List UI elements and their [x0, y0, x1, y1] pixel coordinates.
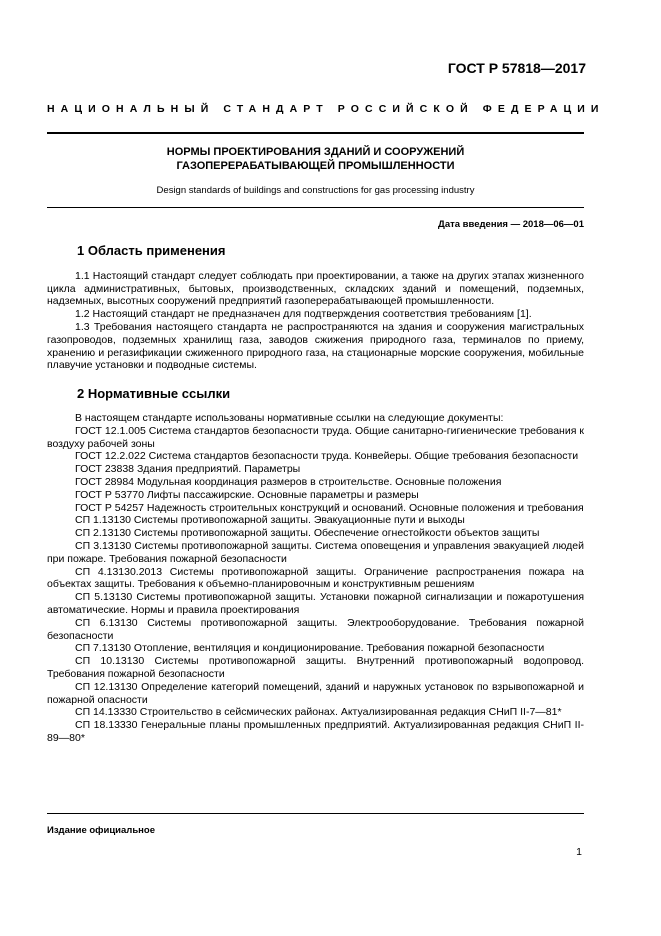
reference-item: СП 3.13130 Системы противопожарной защиты. Система оповещения и управления эвакуацией людей при пожаре. Требования пожарной безопасности — [47, 539, 584, 565]
title-line-1: НОРМЫ ПРОЕКТИРОВАНИЯ ЗДАНИЙ И СООРУЖЕНИЙ — [166, 146, 465, 158]
footer-divider — [47, 813, 584, 814]
section-1-heading: 1 Область применения — [77, 243, 226, 258]
document-number: ГОСТ Р 57818—2017 — [447, 60, 586, 76]
reference-item: СП 18.13330 Генеральные планы промышленных предприятий. Актуализированная редакция СНиП II-89—80* — [47, 719, 584, 744]
reference-item: СП 14.13330 Строительство в сейсмических районах. Актуализированная редакция СНиП II-7—81* — [75, 706, 562, 719]
title-line-2: ГАЗОПЕРЕРАБАТЫВАЮЩЕЙ ПРОМЫШЛЕННОСТИ — [176, 160, 455, 172]
reference-item: ГОСТ Р 54257 Надежность строительных конструкций и оснований. Основные положения и требования — [75, 501, 584, 514]
top-divider — [47, 132, 584, 134]
official-edition-label: Издание официальное — [47, 825, 155, 836]
title-divider — [47, 207, 584, 208]
national-standard-banner: НАЦИОНАЛЬНЫЙ СТАНДАРТ РОССИЙСКОЙ ФЕДЕРАЦИИ — [47, 103, 605, 115]
reference-item: СП 12.13130 Определение категорий помещений, зданий и наружных установок по взрывопожарной и пожарной опасности — [47, 680, 584, 706]
paragraph-1-1: 1.1 Настоящий стандарт следует соблюдать при проектировании, а также на других этапах жизненного цикла административных, бытовых, производственных, складских зданий и помещений, подземных, надземных, высотных сооружений предприятий газоперерабатывающей промышленности. — [47, 269, 584, 308]
reference-item: СП 4.13130.2013 Системы противопожарной защиты. Ограничение распространения пожара на объектах защиты. Требования к объемно-планировочным и конструктивным решениям — [47, 565, 584, 591]
reference-item: ГОСТ 23838 Здания предприятий. Параметры — [75, 463, 301, 476]
reference-item: СП 7.13130 Отопление, вентиляция и кондиционирование. Требования пожарной безопасности — [75, 642, 545, 655]
reference-item: ГОСТ Р 53770 Лифты пассажирские. Основные параметры и размеры — [75, 488, 419, 501]
reference-item: ГОСТ 12.1.005 Система стандартов безопасности труда. Общие санитарно-гигиенические требования к воздуху рабочей зоны — [47, 424, 584, 450]
reference-item: СП 6.13130 Системы противопожарной защиты. Электрооборудование. Требования пожарной безопасности — [47, 616, 584, 642]
reference-item: ГОСТ 12.2.022 Система стандартов безопасности труда. Конвейеры. Общие требования безопасности — [75, 450, 579, 463]
english-title: Design standards of buildings and constructions for gas processing industry — [156, 185, 475, 196]
paragraph-1-3: 1.3 Требования настоящего стандарта не распространяются на здания и сооружения магистральных газопроводов, подземных хранилищ газа, заводов сжижения природного газа, терминалов по приему, хранению и регазификации сжиженного природного газа, на стационарные морские сооружения, мобильные плавучие установки и подводные системы. — [47, 320, 584, 372]
introduction-date: Дата введения — 2018—06—01 — [438, 219, 584, 230]
references-intro: В настоящем стандарте использованы нормативные ссылки на следующие документы: — [75, 411, 504, 424]
reference-item: СП 10.13130 Системы противопожарной защиты. Внутренний противопожарный водопровод. Требования пожарной безопасности — [47, 655, 584, 680]
section-2-heading: 2 Нормативные ссылки — [77, 386, 231, 402]
reference-item: ГОСТ 28984 Модульная координация размеров в строительстве. Основные положения — [75, 475, 502, 488]
document-body — [47, 245, 584, 745]
reference-item: СП 2.13130 Системы противопожарной защиты. Обеспечение огнестойкости объектов защиты — [75, 527, 540, 540]
paragraph-1-2: 1.2 Настоящий стандарт не предназначен для подтверждения соответствия требованиям [1]. — [75, 308, 532, 321]
reference-item: СП 5.13130 Системы противопожарной защиты. Установки пожарной сигнализации и пожаротушения автоматические. Нормы и правила проектирования — [47, 591, 584, 616]
page-number: 1 — [576, 846, 582, 858]
reference-item: СП 1.13130 Системы противопожарной защиты. Эвакуационные пути и выходы — [75, 514, 465, 527]
document-title — [47, 145, 584, 173]
